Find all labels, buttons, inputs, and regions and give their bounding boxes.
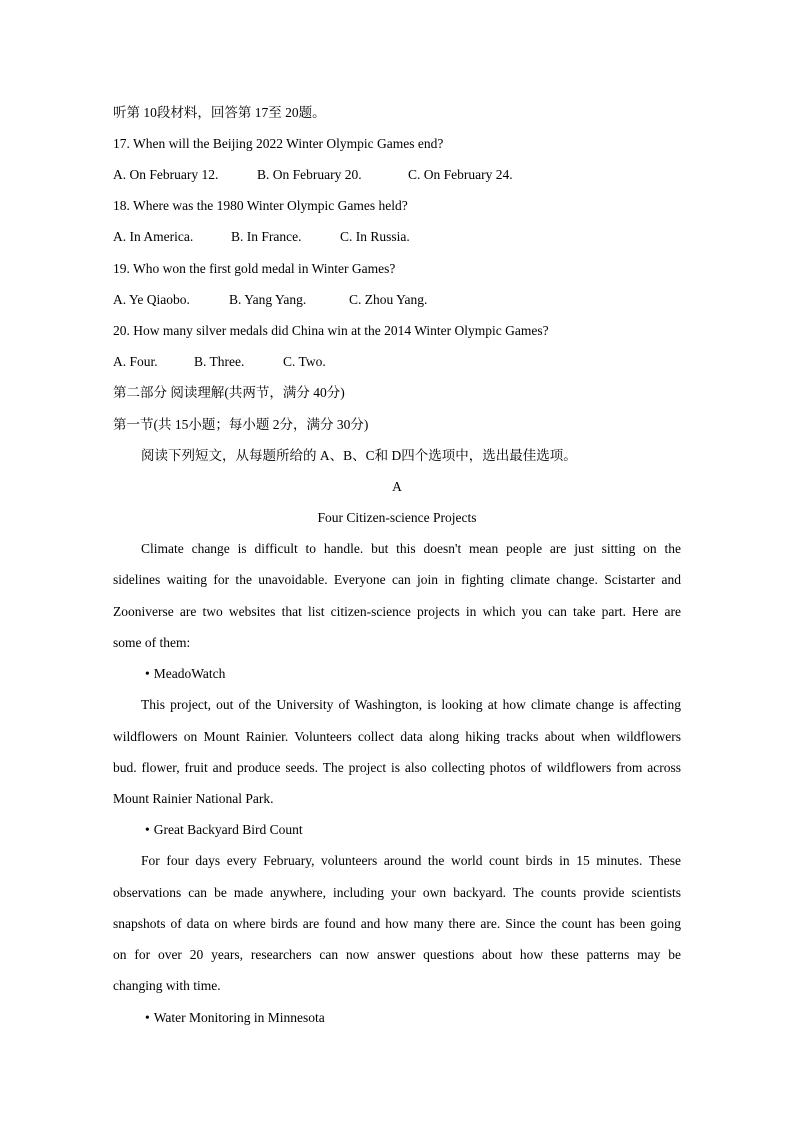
option-c: C. On February 24. xyxy=(408,167,513,182)
question-18-options xyxy=(113,228,410,246)
question-20: 20. How many silver medals did China win at the 2014 Winter Olympic Games? xyxy=(113,323,549,338)
question-18: 18. Where was the 1980 Winter Olympic Games held? xyxy=(113,198,408,213)
option-c: C. Zhou Yang. xyxy=(349,292,428,307)
question-17-options xyxy=(113,166,513,184)
question-17: 17. When will the Beijing 2022 Winter Olympic Games end? xyxy=(113,136,444,151)
bullet-icon: • xyxy=(145,1010,150,1025)
option-a: A. Ye Qiaobo. xyxy=(113,292,190,307)
option-a: A. On February 12. xyxy=(113,167,219,182)
bullet-icon: • xyxy=(145,666,150,681)
question-19: 19. Who won the first gold medal in Winter Games? xyxy=(113,261,396,276)
p1-line-4: Mount Rainier National Park. xyxy=(113,791,274,806)
project-name: Great Backyard Bird Count xyxy=(153,822,303,837)
option-b: B. On February 20. xyxy=(257,167,362,182)
intro-line-3: Zooniverse are two websites that list citizen-science projects in which you can take part. Here are xyxy=(113,604,681,619)
p1-line-2: wildflowers on Mount Rainier. Volunteers collect data along hiking tracks about when wildflowers xyxy=(113,729,681,744)
intro-line-1: Climate change is difficult to handle. but this doesn't mean people are just sitting on the xyxy=(141,541,681,556)
project-name: Water Monitoring in Minnesota xyxy=(153,1010,325,1025)
listening-instruction: 听第 10段材料，回答第 17至 20题。 xyxy=(113,105,326,120)
p2-line-4: on for over 20 years, researchers can now answer questions about how these patterns may be xyxy=(113,947,681,962)
intro-line-2: sidelines waiting for the unavoidable. Everyone can join in fighting climate change. Scistarter and xyxy=(113,572,681,587)
p2-line-5: changing with time. xyxy=(113,978,221,993)
project-heading-bird-count xyxy=(145,821,303,839)
p2-line-2: observations can be made anywhere, including your own backyard. The counts provide scientists xyxy=(113,885,681,900)
p2-line-3: snapshots of data on where birds are found and how many there are. Since the count has been going xyxy=(113,916,681,931)
section1-heading: 第一节(共 15小题；每小题 2分，满分 30分) xyxy=(113,417,369,432)
p1-line-3: bud. flower, fruit and produce seeds. The project is also collecting photos of wildflowers from across xyxy=(113,760,681,775)
option-a: A. Four. xyxy=(113,354,158,369)
question-19-options xyxy=(113,291,427,309)
bullet-icon: • xyxy=(145,822,150,837)
option-c: C. Two. xyxy=(283,354,326,369)
option-c: C. In Russia. xyxy=(340,229,410,244)
option-b: B. In France. xyxy=(231,229,302,244)
question-20-options xyxy=(113,353,326,371)
option-b: B. Yang Yang. xyxy=(229,292,307,307)
passage-title: Four Citizen-science Projects xyxy=(317,510,477,525)
p2-line-1: For four days every February, volunteers around the world count birds in 15 minutes. These xyxy=(141,853,681,868)
passage-letter: A xyxy=(392,479,402,494)
project-name: MeadoWatch xyxy=(153,666,226,681)
p1-line-1: This project, out of the University of Washington, is looking at how climate change is affecting xyxy=(141,697,681,712)
project-heading-meadowatch xyxy=(145,665,225,683)
option-a: A. In America. xyxy=(113,229,194,244)
option-b: B. Three. xyxy=(194,354,245,369)
part2-heading: 第二部分 阅读理解(共两节，满分 40分) xyxy=(113,385,345,400)
intro-line-4: some of them: xyxy=(113,635,191,650)
project-heading-water-monitoring xyxy=(145,1009,325,1027)
reading-directions: 阅读下列短文，从每题所给的 A、B、C和 D四个选项中，选出最佳选项。 xyxy=(141,448,577,463)
